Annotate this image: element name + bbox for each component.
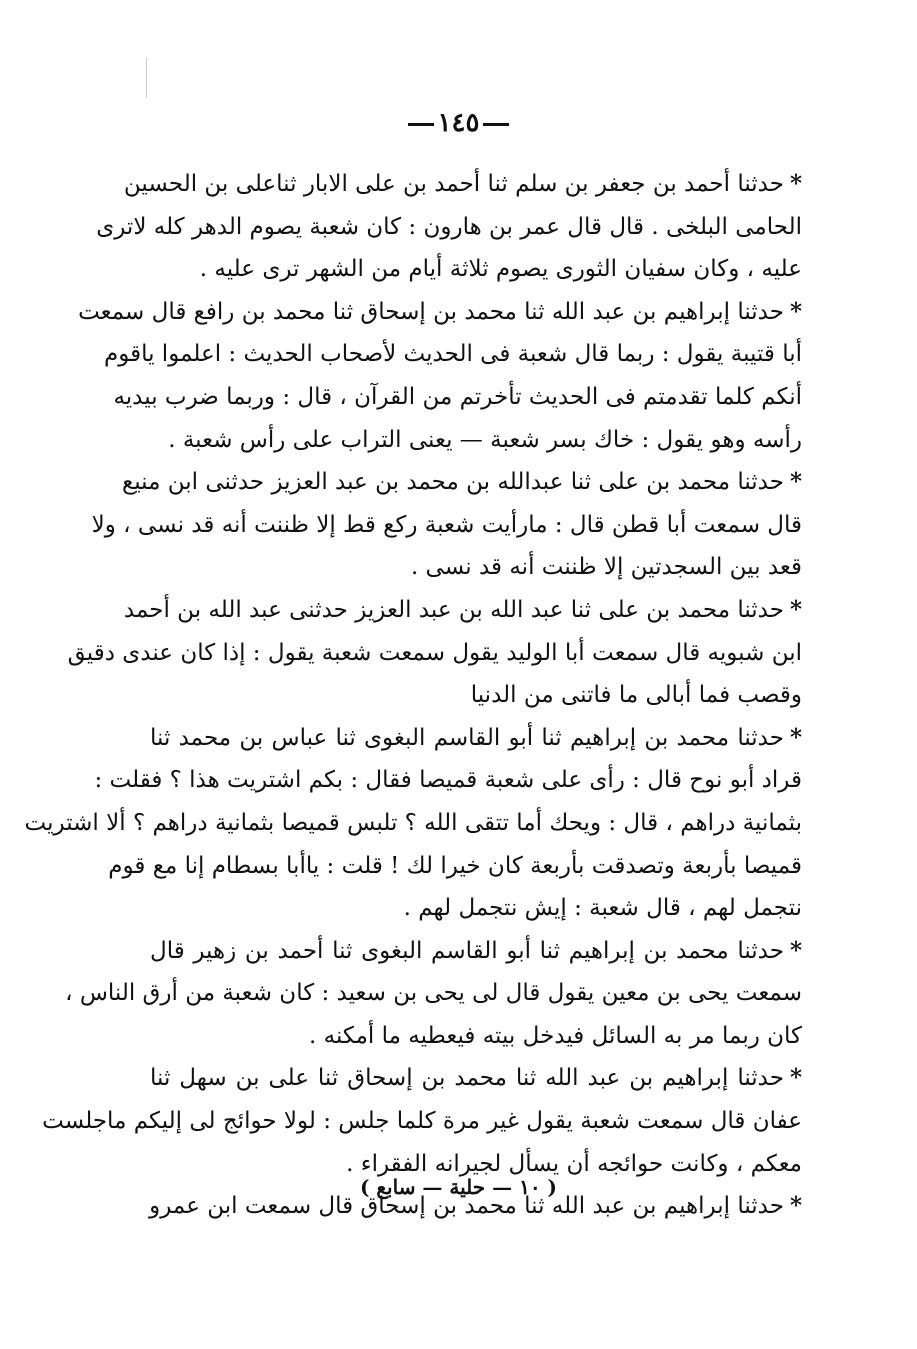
text-line xyxy=(108,845,802,888)
text-line xyxy=(42,1100,802,1143)
paragraph-star: * xyxy=(789,1064,802,1092)
text-line xyxy=(150,887,802,930)
text-line xyxy=(65,972,802,1015)
line-text: حدثنا محمد بن على ثنا عبد الله بن عبد العزيز حدثنى عبد الله بن أحمد xyxy=(123,596,784,623)
paragraph-star: * xyxy=(789,723,802,751)
line-text: حدثنا إبراهيم بن عبد الله ثنا محمد بن إسحاق قال سمعت ابن عمرو xyxy=(149,1193,784,1220)
line-text: الحامى البلخى . قال قال عمر بن هارون : كان شعبة يصوم الدهر كله لاترى xyxy=(96,213,802,240)
text-line xyxy=(113,376,802,419)
line-text: كان ربما مر به السائل فيدخل بيته فيعطيه ما أمكنه . xyxy=(308,1022,802,1049)
line-text: حدثنا أحمد بن جعفر بن سلم ثنا أحمد بن على الابار ثناعلى بن الحسين xyxy=(123,171,784,197)
text-line xyxy=(150,717,802,760)
text-line xyxy=(67,632,802,675)
line-text: سمعت يحى بن معين يقول قال لى يحى بن سعيد : كان شعبة من أرق الناس ، xyxy=(65,980,802,1007)
line-text: حدثنا إبراهيم بن عبد الله ثنا محمد بن إسحاق ثنا على بن سهل ثنا xyxy=(150,1065,784,1092)
paragraph-star: * xyxy=(789,170,802,197)
line-text: نتجمل لهم ، قال شعبة : إيش نتجمل لهم . xyxy=(403,895,802,922)
paragraph xyxy=(24,717,802,930)
line-text: حدثنا إبراهيم بن عبد الله ثنا محمد بن إسحاق ثنا محمد بن رافع قال سمعت xyxy=(78,298,784,325)
text-line xyxy=(150,546,802,589)
dash-right xyxy=(408,123,434,126)
line-text: أنكم كلما تقدمتم فى الحديث تأخرتم من القرآن ، قال : وربما ضرب بيديه xyxy=(113,383,802,410)
paragraph xyxy=(78,291,802,461)
text-line xyxy=(24,802,802,845)
text-line xyxy=(96,206,802,249)
text-line xyxy=(150,419,802,462)
text-line xyxy=(78,291,802,334)
line-text: قراد أبو نوح قال : رأى على شعبة قميصا فقال : بكم اشتريت هذا ؟ فقلت : xyxy=(94,767,802,794)
paragraph-star: * xyxy=(789,297,802,325)
paragraph xyxy=(65,930,802,1058)
paragraph xyxy=(67,589,802,717)
signature-mark: ( ١٠ — حلية — سابع ) xyxy=(359,1175,557,1199)
text-line xyxy=(123,163,802,206)
margin-mark xyxy=(146,58,147,98)
text-line xyxy=(91,504,802,547)
text-line xyxy=(150,674,802,717)
line-text: بثمانية دراهم ، قال : ويحك أما تتقى الله ؟ تلبس قميصا بثمانية دراهم ؟ ألا اشتريت xyxy=(24,809,802,836)
line-text: حدثنا محمد بن على ثنا عبدالله بن محمد بن عبد العزيز حدثنى ابن منيع xyxy=(121,469,784,496)
line-text: حدثنا محمد بن إبراهيم ثنا أبو القاسم البغوى ثنا أحمد بن زهير قال xyxy=(150,937,784,964)
paragraph-star: * xyxy=(789,936,802,964)
line-text: قال سمعت أبا قطن قال : مارأيت شعبة ركع قط إلا ظننت أنه قد نسى ، ولا xyxy=(91,511,802,538)
line-text: عفان قال سمعت شعبة يقول غير مرة كلما جلس : لولا حوائج لى إليكم ماجلست xyxy=(42,1108,802,1135)
line-text: معكم ، وكانت حوائجه أن يسأل لجيرانه الفقراء . xyxy=(346,1150,802,1177)
text-line xyxy=(94,759,802,802)
paragraph-star: * xyxy=(789,468,802,496)
text-line xyxy=(103,333,802,376)
paragraph-star: * xyxy=(789,1192,802,1220)
line-text: عليه ، وكان سفيان الثورى يصوم ثلاثة أيام من الشهر ترى عليه . xyxy=(199,256,802,283)
line-text: أبا قتيبة يقول : ربما قال شعبة فى الحديث لأصحاب الحديث : اعلموا ياقوم xyxy=(103,341,802,368)
dash-left xyxy=(483,123,509,126)
page-number xyxy=(0,108,917,138)
paragraph xyxy=(42,1057,802,1185)
line-text: وقصب فما أبالى ما فاتنى من الدنيا xyxy=(470,682,802,709)
text-line xyxy=(150,930,802,973)
line-text: حدثنا محمد بن إبراهيم ثنا أبو القاسم البغوى ثنا عباس بن محمد ثنا xyxy=(150,724,784,751)
text-line xyxy=(150,1015,802,1058)
text-line xyxy=(150,1057,802,1100)
line-text: قميصا بأربعة وتصدقت بأربعة كان خيرا لك ! قلت : ياأبا بسطام إنا مع قوم xyxy=(108,852,802,879)
paragraph xyxy=(91,461,802,589)
body-text xyxy=(24,163,802,1228)
page-number-text: ١٤٥ xyxy=(437,108,480,138)
paragraph-star: * xyxy=(789,595,802,623)
line-text: قعد بين السجدتين إلا ظننت أنه قد نسى . xyxy=(410,554,802,581)
line-text: رأسه وهو يقول : خاك بسر شعبة — يعنى التراب على رأس شعبة . xyxy=(168,426,802,453)
line-text: ابن شبويه قال سمعت أبا الوليد يقول سمعت شعبة يقول : إذا كان عندى دقيق xyxy=(67,639,802,666)
paragraph xyxy=(96,163,802,291)
text-line xyxy=(150,248,802,291)
text-line xyxy=(121,461,802,504)
text-line xyxy=(123,589,802,632)
